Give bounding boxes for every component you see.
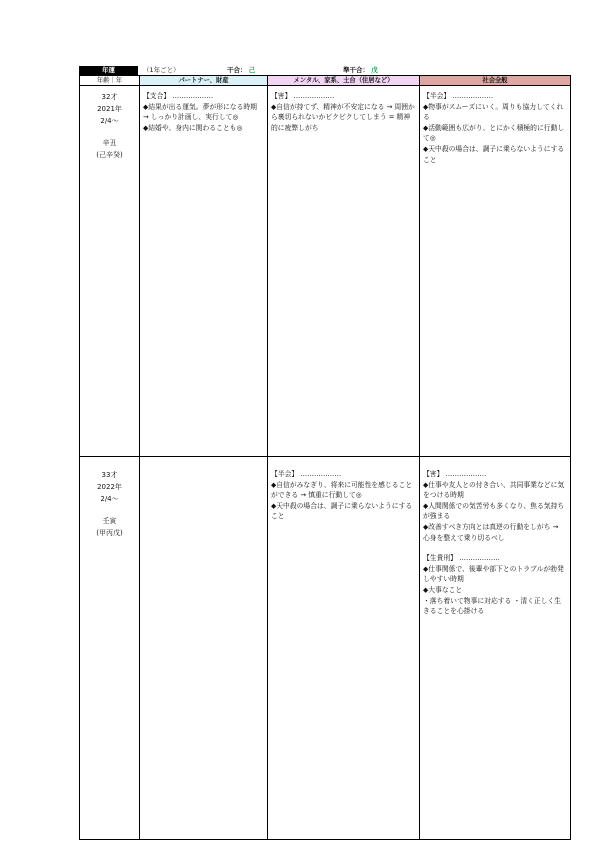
social-cell bbox=[419, 457, 570, 839]
column-header-mental: メンタル、家系、土台（住居など） bbox=[267, 76, 419, 85]
partner-cell bbox=[139, 457, 267, 839]
mental-cell bbox=[267, 457, 419, 839]
sheet-title: 年運 bbox=[79, 66, 138, 75]
kango-field bbox=[227, 66, 255, 75]
age-year-cell bbox=[80, 457, 139, 839]
partner-cell bbox=[139, 86, 267, 456]
start-date: 2/4〜 bbox=[100, 117, 119, 125]
bullet-line: ◆改善すべき方向とは真逆の行動をしがち → 心身を整えて乗り切るべし bbox=[423, 522, 561, 542]
mental-cell bbox=[267, 86, 419, 456]
section-title: 【害】 ……………… bbox=[271, 92, 335, 100]
bullet-line: ◆天中殺の場合は、調子に乗らないようにすること bbox=[423, 144, 565, 164]
section-title: 【害】 ……………… bbox=[423, 470, 487, 478]
kanshi: 辛丑 bbox=[102, 139, 117, 147]
column-header-age-year: 年齢｜年 bbox=[96, 77, 123, 84]
column-header-partner: パートナー、財産 bbox=[139, 76, 267, 85]
header-row bbox=[79, 66, 571, 75]
bullet-line: ◆結婚や、身内に関わることも◎ bbox=[143, 123, 243, 132]
social-cell bbox=[419, 86, 570, 456]
bullet-line: ◆自信が持てず、精神が不安定になる → 周囲から裏切られないかビクビクしてしまう = 精神的に疲弊しがち bbox=[271, 102, 415, 132]
zokan: (己辛癸) bbox=[96, 151, 123, 159]
section-title: 【生貴刑】 ……………… bbox=[423, 554, 500, 563]
start-date: 2/4〜 bbox=[100, 495, 119, 503]
jun-kango-label: 準干合： bbox=[343, 66, 369, 74]
kango-label: 干合： bbox=[227, 66, 247, 74]
annual-fortune-sheet bbox=[79, 66, 571, 840]
section-title: 【半会】 ……………… bbox=[423, 92, 494, 100]
bullet-line: ◆大事なこと bbox=[423, 585, 463, 594]
unit-note: （1年ごと） bbox=[143, 66, 180, 74]
section-title: 【支合】 ……………… bbox=[143, 92, 214, 100]
jun-kango-value: 戊 bbox=[371, 66, 378, 74]
bullet-line: ◆仕事や友人との付き合い、共同事業などに気をつける時期 bbox=[423, 480, 565, 500]
zokan: (甲丙戊) bbox=[96, 529, 123, 537]
bullet-line: ◆仕事関係で、後輩や部下とのトラブルが勃発しやすい時期 bbox=[423, 564, 564, 584]
bullet-line: ・落ち着いて物事に対応する ・清く正しく生きることを心掛ける bbox=[423, 596, 562, 616]
age-year-cell bbox=[80, 86, 139, 456]
age: 32才 bbox=[101, 93, 118, 101]
bullet-line: ◆自信がみなぎり、将来に可能性を感じることができる → 慎重に行動して◎ bbox=[271, 480, 413, 500]
year: 2022年 bbox=[97, 483, 122, 491]
bullet-line: ◆結果が出る運気。夢が形になる時期 → しっかり計画し、実行して◎ bbox=[143, 102, 260, 122]
column-header-row bbox=[79, 75, 571, 85]
bullet-line: ◆活動範囲も広がり、とにかく積極的に行動して◎ bbox=[423, 123, 565, 143]
bullet-line: ◆天中殺の場合は、調子に乗らないようにすること bbox=[271, 501, 413, 521]
column-header-social: 社会全般 bbox=[419, 76, 570, 85]
section-title: 【半会】 ……………… bbox=[271, 470, 342, 478]
age: 33才 bbox=[101, 471, 118, 479]
kango-value: 己 bbox=[248, 66, 256, 74]
jun-kango-field bbox=[343, 66, 378, 75]
bullet-line: ◆人間関係での気苦労も多くなり、焦る気持ちが強まる bbox=[423, 501, 565, 521]
year: 2021年 bbox=[97, 105, 122, 113]
table-row bbox=[79, 85, 571, 457]
table-row bbox=[79, 457, 571, 840]
bullet-line: ◆物事がスムーズにいく。周りも協力してくれる bbox=[423, 102, 564, 122]
kanshi: 壬寅 bbox=[102, 517, 117, 525]
